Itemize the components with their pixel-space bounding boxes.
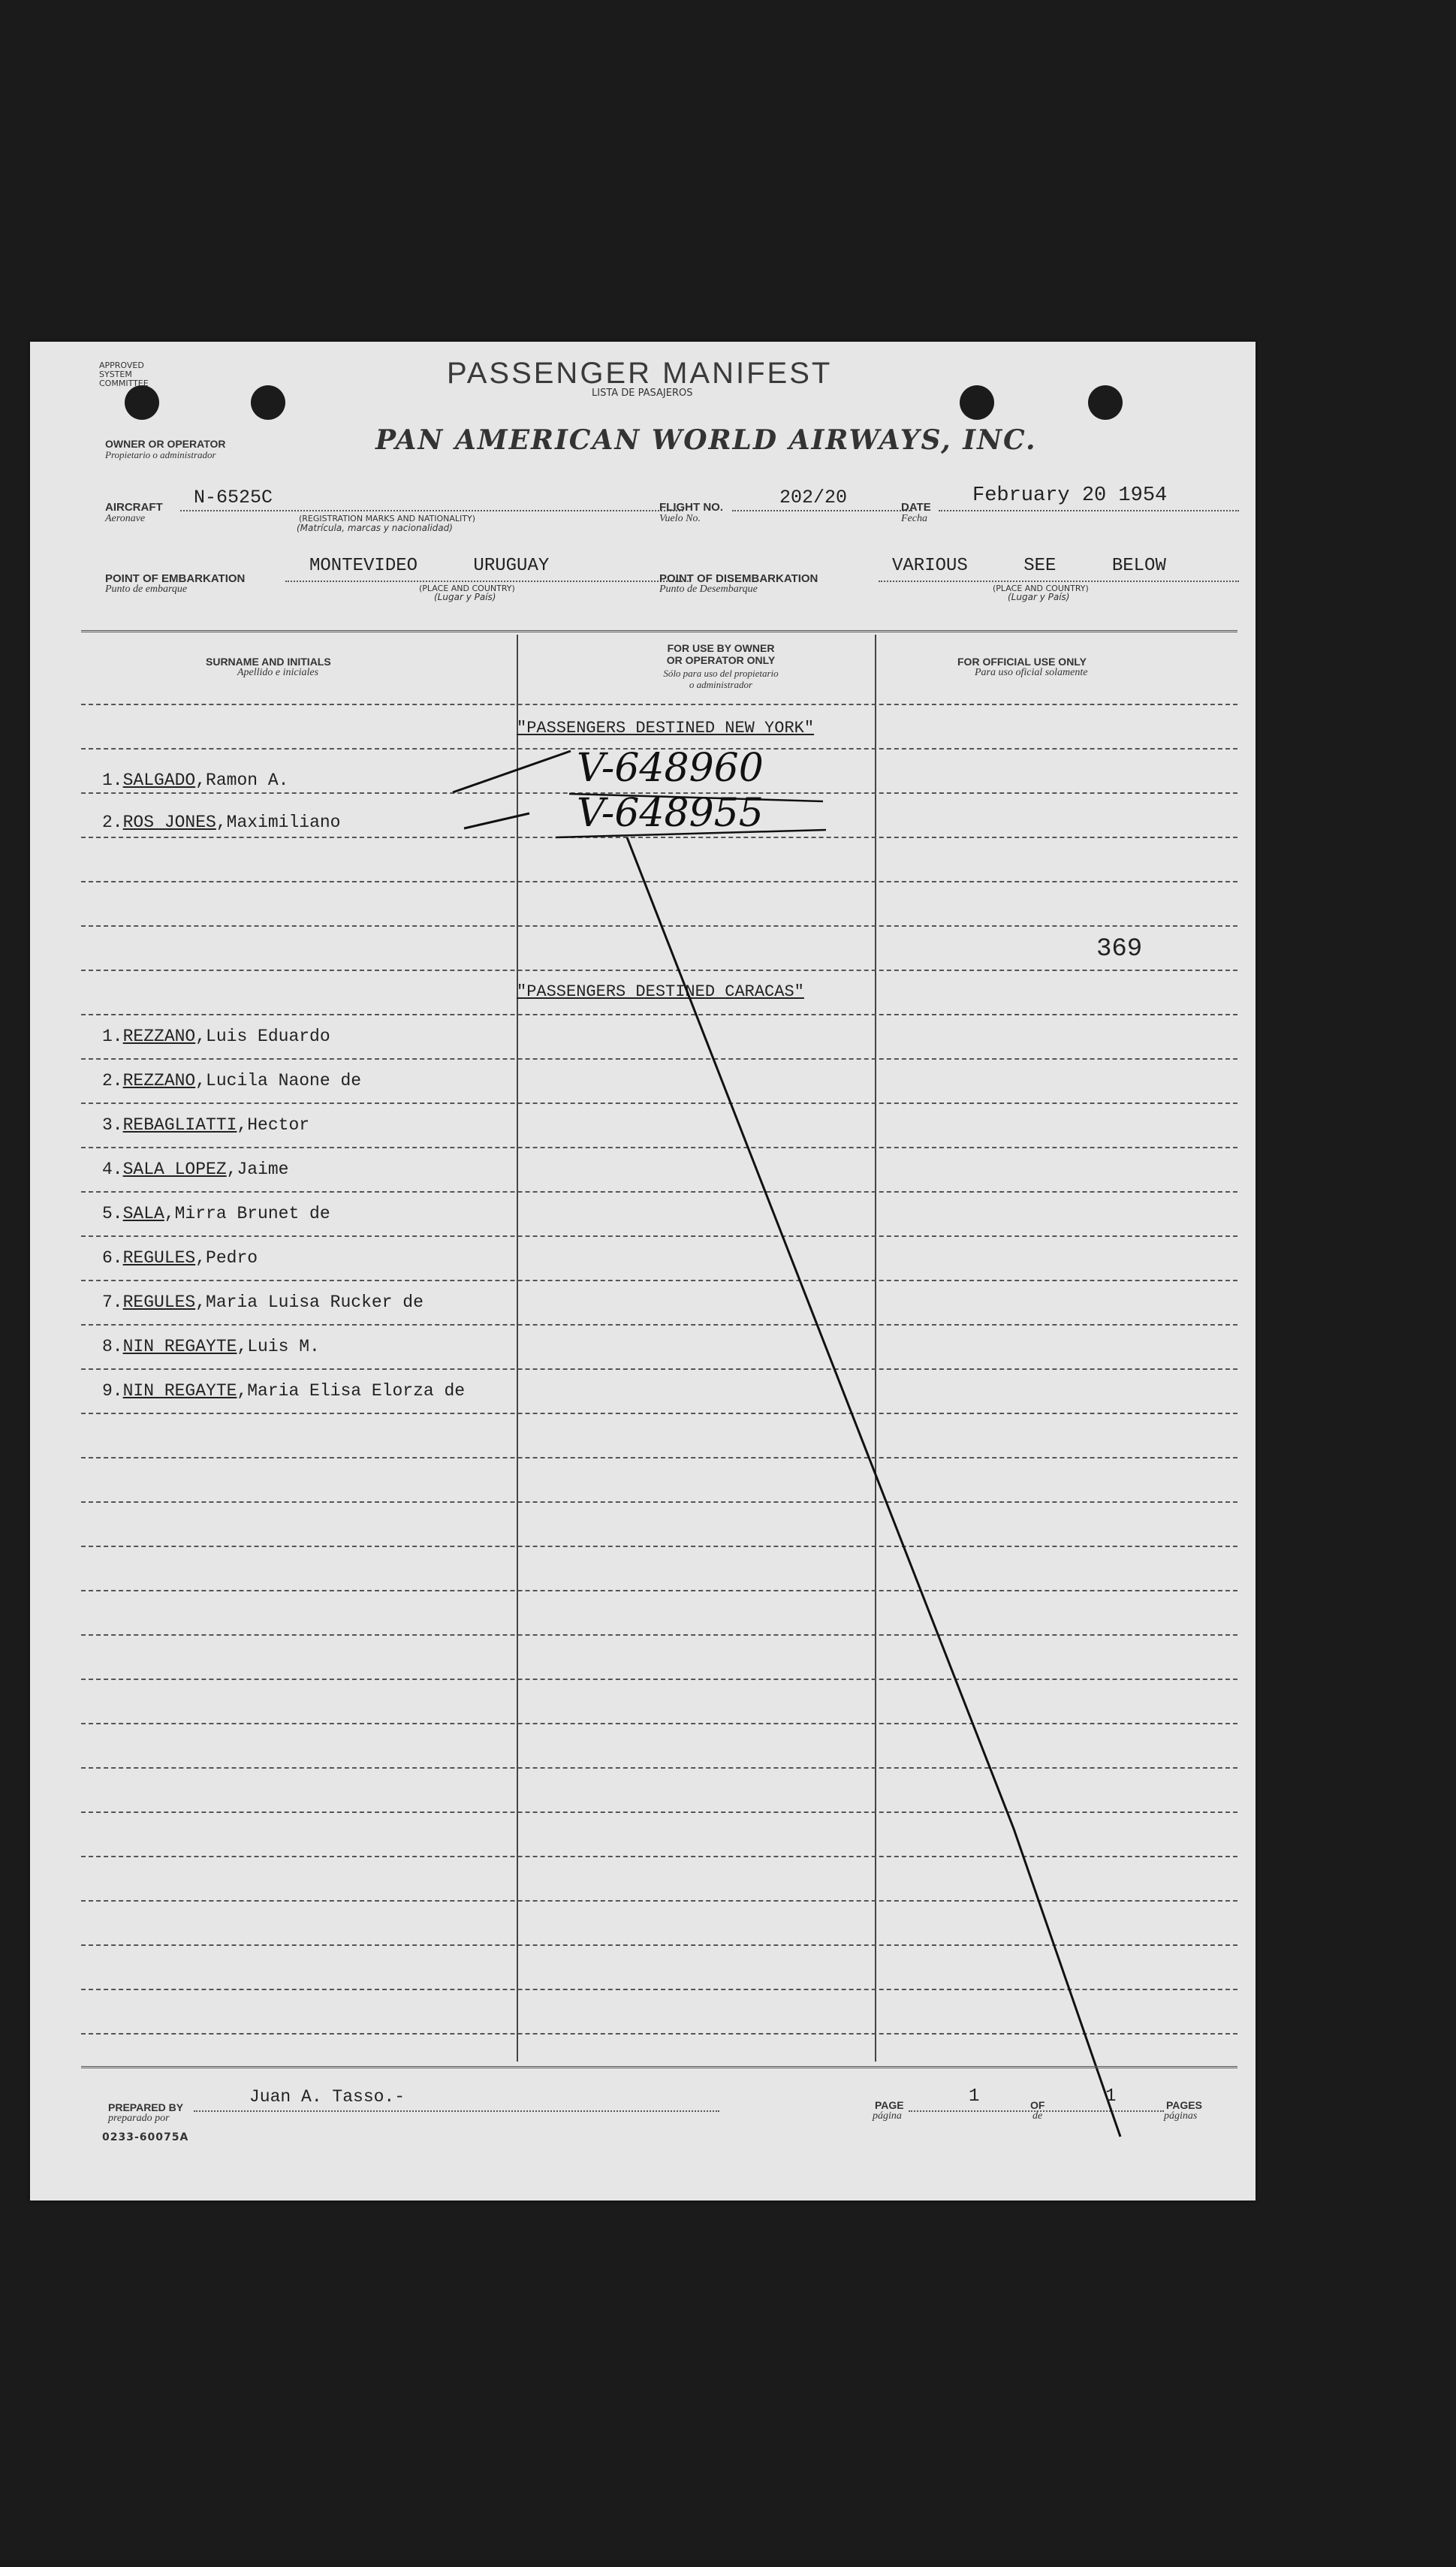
page-title: PASSENGER MANIFEST <box>447 357 833 390</box>
passenger-row: 8.NIN REGAYTE,Luis M. <box>102 1337 320 1356</box>
of-label: OF <box>1030 2099 1045 2111</box>
date-value: February 20 1954 <box>972 484 1168 507</box>
embark-sub: (PLACE AND COUNTRY) <box>419 584 515 593</box>
visa-number-2: V-648955 <box>577 791 764 836</box>
owner-label-es: Propietario o administrador <box>105 449 216 460</box>
owner-label: OWNER OR OPERATOR <box>105 438 226 450</box>
section-heading-caracas: "PASSENGERS DESTINED CARACAS" <box>517 982 804 1001</box>
section-heading-new-york: "PASSENGERS DESTINED NEW YORK" <box>517 719 815 738</box>
flight-value: 202/20 <box>779 487 848 508</box>
passenger-row: 2.ROS JONES,Maximiliano <box>102 813 341 832</box>
embark-label: POINT OF EMBARKATION <box>105 572 246 585</box>
page-value: 1 <box>969 2086 980 2107</box>
of-label-es: de <box>1032 2110 1043 2122</box>
col-header-surname-es: Apellido e iniciales <box>237 667 319 678</box>
passenger-row: 2.REZZANO,Lucila Naone de <box>102 1071 362 1090</box>
handwritten-strokes <box>30 342 1256 2201</box>
passenger-row: 1.REZZANO,Luis Eduardo <box>102 1027 330 1046</box>
disembark-sub: (PLACE AND COUNTRY) <box>993 584 1089 593</box>
manifest-page <box>30 342 1256 2201</box>
disembark-value: VARIOUS SEE BELOW <box>892 556 1166 576</box>
disembark-label-es: Punto de Desembarque <box>659 584 758 595</box>
col-header-surname: SURNAME AND INITIALS <box>206 656 331 668</box>
embark-label-es: Punto de embarque <box>105 584 188 595</box>
aircraft-sub-es: (Matrícula, marcas y nacionalidad) <box>297 523 453 533</box>
prepared-value: Juan A. Tasso.- <box>249 2087 405 2107</box>
date-label-es: Fecha <box>901 513 927 524</box>
disembark-sub-es: (Lugar y País) <box>1008 592 1070 602</box>
passenger-row: 4.SALA LOPEZ,Jaime <box>102 1160 289 1179</box>
col-header-official: FOR OFFICIAL USE ONLY <box>957 656 1087 668</box>
visa-number-1: V-648960 <box>577 746 764 791</box>
page-label: PAGE <box>875 2099 904 2111</box>
carrier-name: PAN AMERICAN WORLD AIRWAYS, INC. <box>375 424 1037 456</box>
page-label-es: página <box>873 2110 902 2122</box>
pages-value: 1 <box>1105 2086 1117 2107</box>
passenger-row: 7.REGULES,Maria Luisa Rucker de <box>102 1293 424 1312</box>
disembark-label: POINT OF DISEMBARKATION <box>659 572 818 585</box>
col-header-official-es: Para uso oficial solamente <box>975 667 1088 678</box>
page-title-es: LISTA DE PASAJEROS <box>592 388 693 399</box>
aircraft-label: AIRCRAFT <box>105 501 163 514</box>
aircraft-sub: (REGISTRATION MARKS AND NATIONALITY) <box>299 514 476 523</box>
form-number: 0233-60075A <box>102 2131 189 2143</box>
aircraft-label-es: Aeronave <box>105 513 146 524</box>
embark-sub-es: (Lugar y País) <box>434 592 496 602</box>
passenger-row: 1.SALGADO,Ramon A. <box>102 771 289 790</box>
flight-label: FLIGHT NO. <box>659 501 723 514</box>
col-header-owner-es: Sólo para uso del propietario o administrador <box>663 668 779 690</box>
date-label: DATE <box>901 501 931 514</box>
col-header-owner: FOR USE BY OWNER OR OPERATOR ONLY <box>666 642 776 666</box>
passenger-row: 9.NIN REGAYTE,Maria Elisa Elorza de <box>102 1381 466 1401</box>
prepared-label: PREPARED BY <box>108 2101 184 2113</box>
pages-label: PAGES <box>1166 2099 1202 2111</box>
prepared-rule <box>194 2110 719 2112</box>
pages-label-es: páginas <box>1164 2110 1198 2122</box>
passenger-row: 6.REGULES,Pedro <box>102 1248 258 1268</box>
aircraft-value: N-6525C <box>194 487 273 508</box>
passenger-row: 3.REBAGLIATTI,Hector <box>102 1115 310 1135</box>
flight-label-es: Vuelo No. <box>659 513 701 524</box>
prepared-label-es: preparado por <box>108 2113 170 2124</box>
passenger-row: 5.SALA,Mirra Brunet de <box>102 1204 330 1223</box>
table-bottom-rule <box>81 2066 1237 2068</box>
embark-value: MONTEVIDEO URUGUAY <box>309 556 550 576</box>
page-rule <box>909 2110 1164 2112</box>
official-number: 369 <box>1096 935 1143 964</box>
approved-note: APPROVED SYSTEM COMMITTEE <box>99 360 149 388</box>
